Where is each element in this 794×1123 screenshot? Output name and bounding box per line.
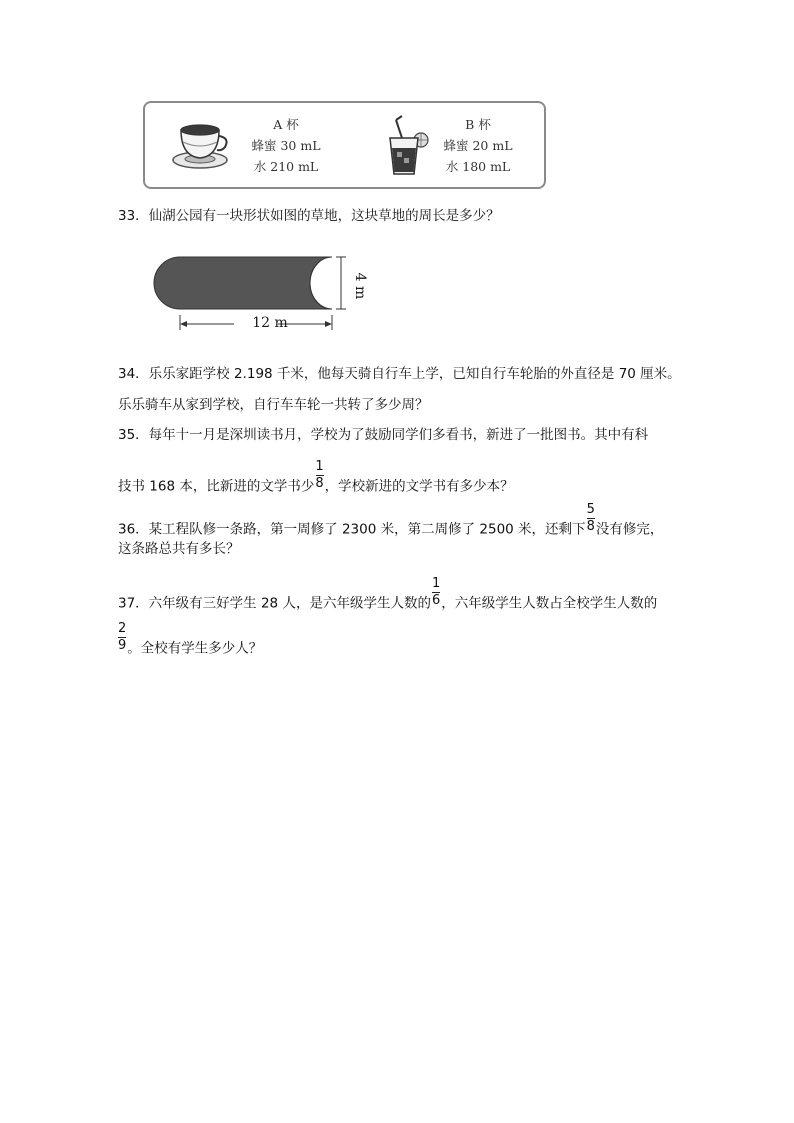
cup-b-water: 水 180 mL <box>445 159 511 174</box>
fraction-numerator: 5 <box>586 502 595 517</box>
cup-a-info <box>240 114 332 177</box>
fraction-numerator: 2 <box>118 621 127 636</box>
question-37-line-2 <box>118 621 263 664</box>
cup-b-title: B 杯 <box>465 117 491 132</box>
cup-a-honey: 蜂蜜 30 mL <box>251 138 321 153</box>
cup-a-title: A 杯 <box>273 117 299 132</box>
fraction-two-ninths <box>118 622 126 653</box>
question-33: 33．仙湖公园有一块形状如图的草地，这块草地的周长是多少？ <box>118 208 500 224</box>
question-35-line-2 <box>118 459 514 502</box>
fraction-denominator: 8 <box>586 519 595 534</box>
question-35-line-1: 35．每年十一月是深圳读书月，学校为了鼓励同学们多看书，新进了一批图书。其中有科 <box>118 427 649 443</box>
teacup-icon <box>168 118 238 174</box>
question-37-text-a: 37．六年级有三好学生 28 人，是六年级学生人数的 <box>118 595 431 612</box>
fraction-denominator: 9 <box>118 638 127 653</box>
cup-b-honey: 蜂蜜 20 mL <box>443 138 513 153</box>
question-34-line-1: 34．乐乐家距学校 2.198 千米，他每天骑自行车上学，已知自行车轮胎的外直径是 70 厘米。 <box>118 366 681 382</box>
fraction-denominator: 8 <box>315 476 324 491</box>
cup-a-water: 水 210 mL <box>253 159 319 174</box>
lawn-length-label: 12 m <box>252 315 288 331</box>
drink-glass-icon <box>384 114 436 178</box>
fraction-numerator: 1 <box>315 459 324 474</box>
lawn-width-label: 4 m <box>352 272 368 300</box>
question-34-line-2: 乐乐骑车从家到学校，自行车车轮一共转了多少周？ <box>118 397 429 413</box>
question-35-text-a: 技书 168 本，比新进的文学书少 <box>118 478 315 495</box>
question-37-text-c: 。全校有学生多少人？ <box>127 640 263 657</box>
question-36-text-a: 36．某工程队修一条路，第一周修了 2300 米，第二周修了 2500 米，还剩下 <box>118 521 586 538</box>
fraction-numerator: 1 <box>431 576 441 591</box>
question-36-line-2: 这条路总共有多长？ <box>118 541 240 557</box>
question-35-text-b: ，学校新进的文学书有多少本？ <box>324 478 514 495</box>
question-37-line-1 <box>118 576 658 619</box>
fraction-one-eighth <box>315 460 323 491</box>
fraction-one-sixth <box>432 577 440 608</box>
fraction-denominator: 6 <box>431 593 441 608</box>
question-36-text-b: 没有修完， <box>595 521 664 538</box>
question-37-text-b: ，六年级学生人数占全校学生人数的 <box>441 595 658 612</box>
cup-b-info <box>432 114 524 177</box>
fraction-five-eighths <box>587 503 595 534</box>
